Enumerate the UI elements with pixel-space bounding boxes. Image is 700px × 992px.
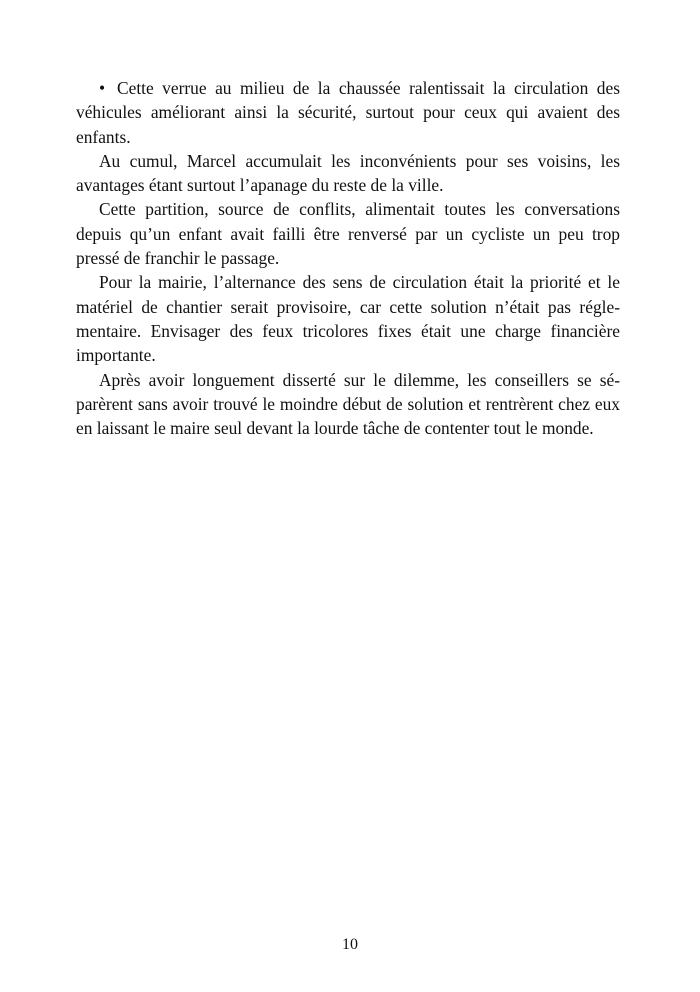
paragraph-4: Après avoir longuement disserté sur le dilemme, les conseillers se séparèrent sans avoir trouvé le moindre début de solution et rentrèrent chez eux en laissant le maire seul devant la lourde tâche de contenter tout le monde. [76, 369, 620, 439]
page-body [76, 76, 620, 440]
bullet-paragraph [76, 76, 620, 149]
paragraph-3: Pour la mairie, l’alternance des sens de circulation était la priorité et le matériel de chantier serait provisoire, car cette solution n’était pas réglementaire. Envisager des feux tricolores fixes était une charge financière importante. [76, 272, 620, 366]
paragraph-1: Au cumul, Marcel accumulait les inconvénients pour ses voisins, les avantages étant surtout l’apanage du reste de la ville. [76, 150, 620, 196]
bullet-icon: • [99, 78, 106, 98]
paragraph-2: Cette partition, source de conflits, alimentait toutes les conversations depuis qu’un enfant avait failli être renversé par un cycliste un peu trop pressé de franchir le passage. [76, 199, 620, 269]
page-number: 10 [342, 936, 358, 953]
bullet-paragraph-text: Cette verrue au milieu de la chaussée ralentissait la circulation des véhicules améliorant ainsi la sécurité, surtout pour ceux qui avaient des enfants. [76, 78, 620, 147]
